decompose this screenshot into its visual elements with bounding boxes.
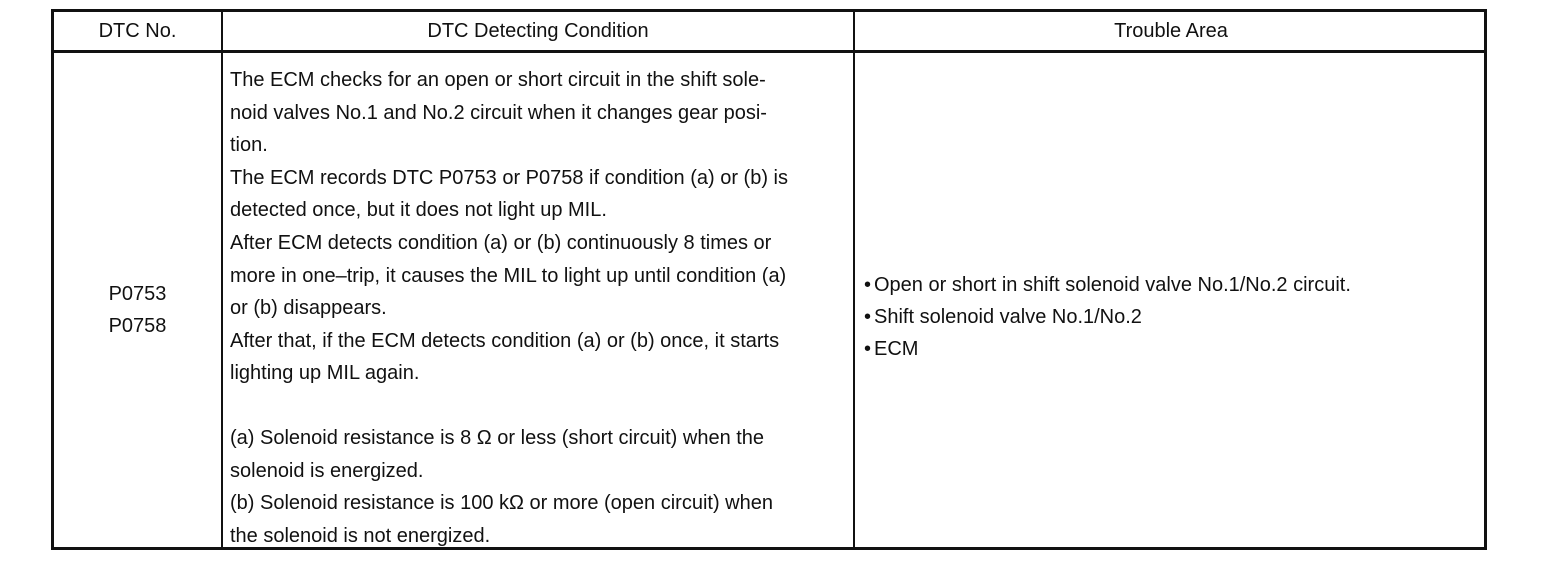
bullet-icon: • <box>864 338 872 360</box>
condition-line: After that, if the ECM detects condition (a) or (b) once, it starts <box>230 329 780 352</box>
condition-line: The ECM records DTC P0753 or P0758 if condition (a) or (b) is <box>230 166 788 189</box>
trouble-area-item <box>864 301 1444 333</box>
header-divider <box>54 50 1484 53</box>
dtc-number-cell <box>54 278 221 342</box>
criteria-line: (b) Solenoid resistance is 100 kΩ or more (open circuit) when <box>230 492 773 515</box>
condition-line: lighting up MIL again. <box>230 362 420 385</box>
trouble-area-text: ECM <box>874 338 919 360</box>
condition-line: noid valves No.1 and No.2 circuit when it changes gear posi- <box>230 101 767 124</box>
dtc-number: P0753 <box>108 283 167 305</box>
dtc-number: P0758 <box>108 315 167 337</box>
bullet-icon: • <box>864 306 872 328</box>
criteria-line: solenoid is energized. <box>230 459 424 482</box>
condition-line: more in one–trip, it causes the MIL to light up until condition (a) <box>230 264 787 287</box>
dtc-table <box>51 9 1487 550</box>
condition-line: or (b) disappears. <box>230 297 387 320</box>
bullet-icon: • <box>864 274 872 296</box>
criteria-line: (a) Solenoid resistance is 8 Ω or less (short circuit) when the <box>230 426 765 449</box>
trouble-area-cell <box>864 269 1444 365</box>
trouble-area-item <box>864 333 1444 365</box>
condition-line: The ECM checks for an open or short circuit in the shift sole- <box>230 69 766 91</box>
trouble-area-item <box>864 269 1444 301</box>
condition-line: tion. <box>230 134 268 157</box>
header-detecting-condition: DTC Detecting Condition <box>427 19 649 42</box>
column-divider <box>221 12 223 547</box>
header-trouble-area: Trouble Area <box>1114 19 1228 42</box>
condition-line: detected once, but it does not light up MIL. <box>230 199 607 222</box>
trouble-area-text: Open or short in shift solenoid valve No.1/No.2 circuit. <box>874 274 1351 296</box>
criteria-line: the solenoid is not energized. <box>230 524 491 547</box>
paragraph-gap <box>230 390 860 422</box>
detecting-condition-cell <box>230 64 860 552</box>
header-dtc-no: DTC No. <box>98 19 177 42</box>
condition-line: After ECM detects condition (a) or (b) continuously 8 times or <box>230 231 772 254</box>
trouble-area-text: Shift solenoid valve No.1/No.2 <box>874 306 1142 328</box>
